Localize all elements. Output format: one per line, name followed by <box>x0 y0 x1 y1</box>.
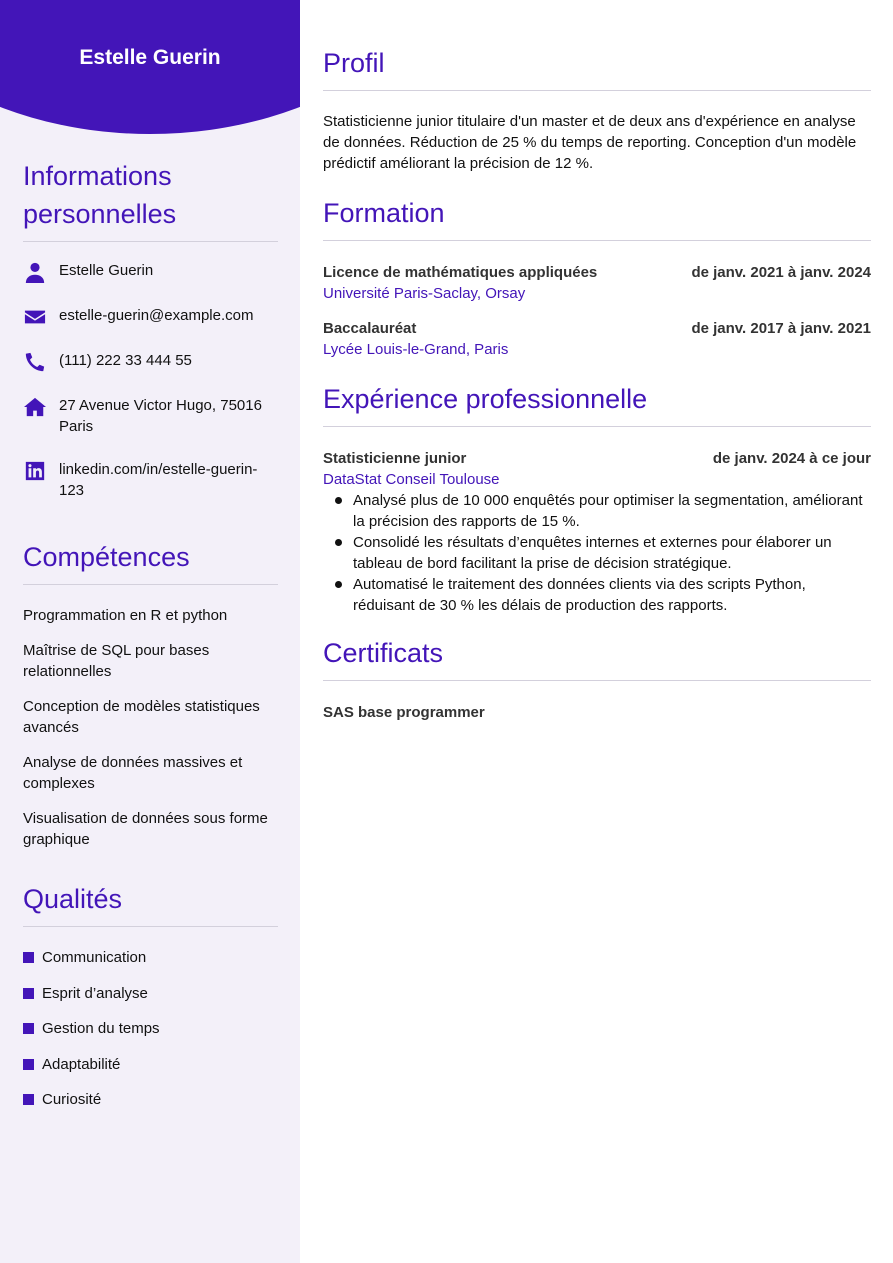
skill-item: Conception de modèles statistiques avancés <box>23 698 260 736</box>
square-bullet-icon <box>23 988 34 999</box>
skills-title: Compétences <box>23 538 278 585</box>
education-degree: Licence de mathématiques appliquées <box>323 264 598 281</box>
skill-item: Visualisation de données sous forme graphique <box>23 810 268 848</box>
qualities-list <box>23 947 278 1117</box>
user-icon <box>23 260 47 284</box>
quality-label: Communication <box>42 949 147 966</box>
quality-label: Esprit d’analyse <box>42 985 148 1002</box>
experience-bullet: Analysé plus de 10 000 enquêtés pour optimiser la segmentation, améliorant la précision des rapports de 15 %. <box>323 490 871 532</box>
envelope-icon <box>23 305 47 329</box>
linkedin-icon <box>23 459 47 483</box>
skill-item: Maîtrise de SQL pour bases relationnelles <box>23 642 210 680</box>
contact-address <box>23 395 278 437</box>
education-degree: Baccalauréat <box>323 320 417 337</box>
experience-company: DataStat Conseil Toulouse <box>323 471 500 488</box>
skill-item: Programmation en R et python <box>23 607 228 624</box>
qualities-title: Qualités <box>23 880 278 927</box>
qualities-section <box>23 880 278 927</box>
education-dates: de janv. 2017 à janv. 2021 <box>691 320 871 337</box>
education-entry-header <box>323 318 871 339</box>
personal-info-section <box>23 157 278 242</box>
experience-role: Statisticienne junior <box>323 450 467 467</box>
square-bullet-icon <box>23 1023 34 1034</box>
contact-linkedin[interactable] <box>23 459 278 501</box>
quality-label: Gestion du temps <box>42 1020 160 1037</box>
certificates-title: Certificats <box>323 634 871 681</box>
quality-item <box>23 1089 278 1110</box>
education-school: Lycée Louis-le-Grand, Paris <box>323 341 509 358</box>
contact-list <box>23 260 278 520</box>
profile-text: Statisticienne junior titulaire d'un master et de deux ans d'expérience en analyse de données. Réduction de 25 % du temps de reporting. Conception d'un modèle prédictif améliorant la précision de 12 %. <box>323 113 857 172</box>
skills-list <box>23 605 278 855</box>
phone-icon <box>23 350 47 374</box>
contact-email-text[interactable]: estelle-guerin@example.com <box>59 307 254 324</box>
skills-section <box>23 538 278 585</box>
quality-item <box>23 1018 278 1039</box>
education-school: Université Paris-Saclay, Orsay <box>323 285 526 302</box>
experience-entry-header <box>323 448 871 469</box>
candidate-name: Estelle Guerin <box>79 46 221 69</box>
contact-phone-text[interactable]: (111) 222 33 444 55 <box>59 352 192 369</box>
contact-email[interactable] <box>23 305 278 329</box>
contact-linkedin-text[interactable]: linkedin.com/in/estelle-guerin-123 <box>59 461 258 499</box>
certificate-name: SAS base programmer <box>323 704 485 721</box>
quality-item <box>23 1054 278 1075</box>
experience-bullet: Consolidé les résultats d’enquêtes internes et externes pour élaborer un tableau de bord facilitant la prise de décision stratégique. <box>323 532 871 574</box>
education-dates: de janv. 2021 à janv. 2024 <box>691 264 871 281</box>
contact-name-text: Estelle Guerin <box>59 262 154 279</box>
square-bullet-icon <box>23 1059 34 1070</box>
contact-phone[interactable] <box>23 350 278 374</box>
quality-label: Adaptabilité <box>42 1056 121 1073</box>
experience-bullet: Automatisé le traitement des données clients via des scripts Python, réduisant de 30 % les délais de production des rapports. <box>323 574 871 616</box>
quality-item <box>23 983 278 1004</box>
personal-info-title: Informations personnelles <box>23 157 278 242</box>
sidebar <box>0 0 300 1263</box>
education-title: Formation <box>323 194 871 241</box>
profile-title: Profil <box>323 44 871 91</box>
square-bullet-icon <box>23 952 34 963</box>
quality-label: Curiosité <box>42 1091 102 1108</box>
skill-item: Analyse de données massives et complexes <box>23 754 243 792</box>
home-icon <box>23 395 47 419</box>
experience-bullets <box>323 490 871 616</box>
education-entry-header <box>323 262 871 283</box>
header-banner <box>0 0 300 134</box>
square-bullet-icon <box>23 1094 34 1105</box>
contact-name <box>23 260 278 284</box>
contact-address-text: 27 Avenue Victor Hugo, 75016 Paris <box>59 397 262 435</box>
experience-title: Expérience professionnelle <box>323 380 871 427</box>
experience-dates: de janv. 2024 à ce jour <box>712 450 871 467</box>
quality-item <box>23 947 278 968</box>
certificate-item <box>323 702 871 723</box>
